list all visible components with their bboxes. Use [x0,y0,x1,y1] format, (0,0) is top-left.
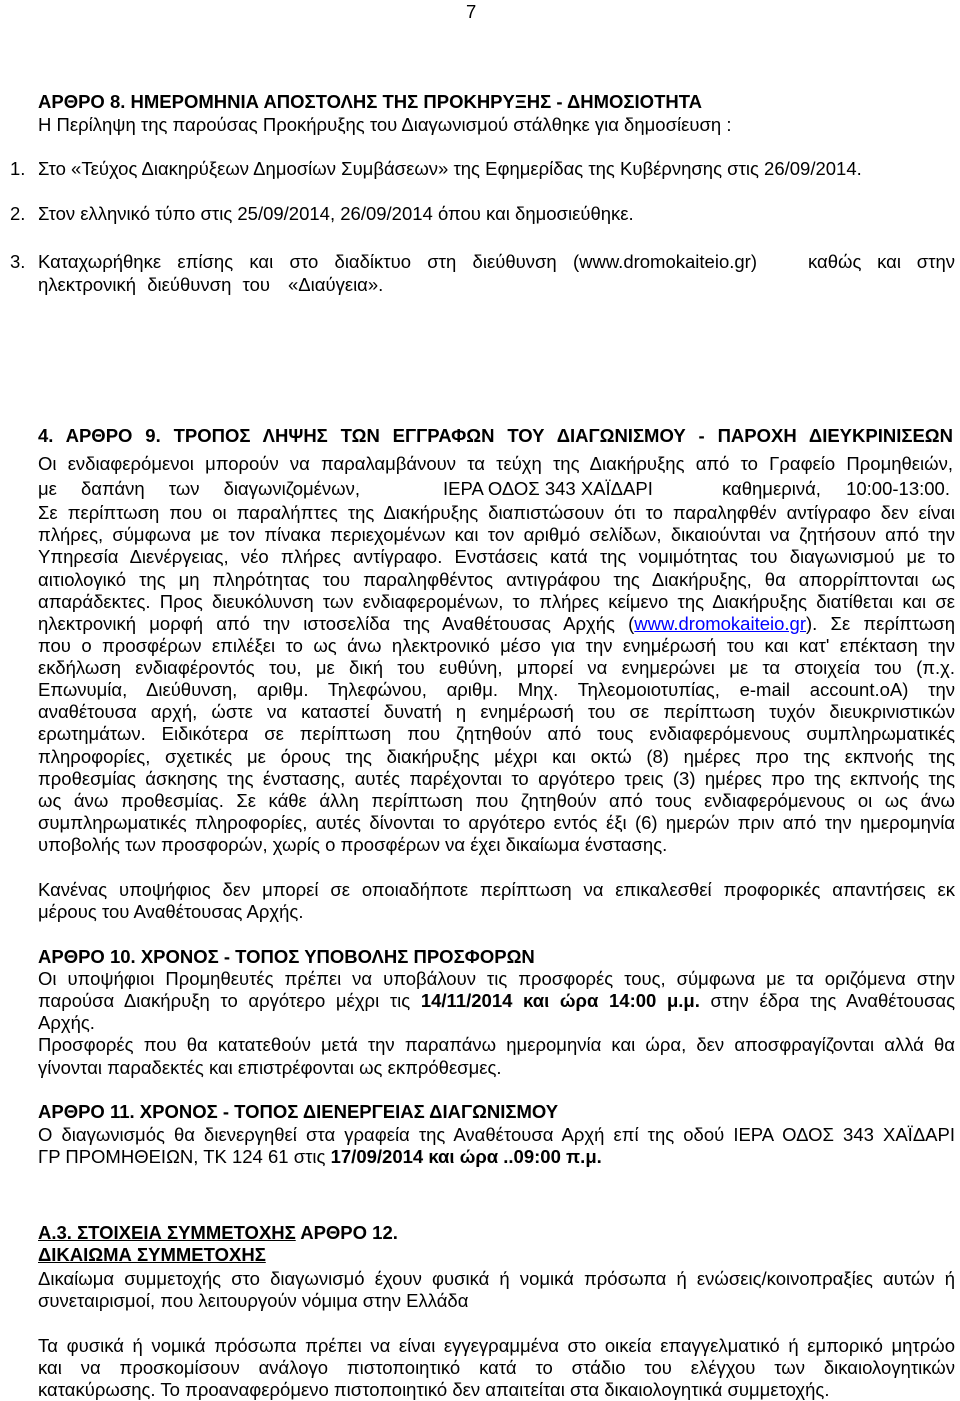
article-10-title: ΑΡΘΡΟ 10. ΧΡΟΝΟΣ - ΤΟΠΟΣ ΥΠΟΒΟΛΗΣ ΠΡΟΣΦΟΡΩΝ [38,946,535,967]
paragraph-line: πληροφορίες, σχετικές με όρους της διακήρυξης μέχρι και οκτώ (8) ημέρες προ της εκπνοής της [38,746,955,767]
paragraph-line: Τα φυσικά ή νομικά πρόσωπα πρέπει να είναι εγγεγραμμένα στο οικεία επαγγελματικό ή εμπορικό μητρώο [38,1335,955,1356]
paragraph-line: υποβολής των προσφορών, χωρίς ο προσφέρων να έχει δικαίωμα ένστασης. [38,834,668,855]
list-item-number: 2. [10,203,26,224]
paragraph-line: Υπηρεσία Διενέργειας, νέο πλήρες αντίγραφο. Ενστάσεις κατά της νομιμότητας του διαγωνισμού με το [38,546,955,567]
paragraph-line: προθεσμίας άσκησης της ένστασης, αυτές παρέχονται το αργότερο τρεις (3) ημέρες προ της εκπνοής της [38,768,955,789]
deadline-before: παρούσα Διακήρυξη το αργότερο μέχρι τις [38,990,421,1011]
paragraph-line-datetime [38,1146,602,1168]
paragraph-line: Κανένας υποψήφιος δεν μπορεί σε οποιαδήποτε περίπτωση να επικαλεσθεί προφορικές απαντήσεις εκ [38,879,955,900]
paragraph-line: μέρους του Αναθέτουσας Αρχής. [38,901,304,922]
datetime-before: ΓΡ ΠΡΟΜΗΘΕΙΩΝ, ΤΚ 124 61 στις [38,1146,331,1167]
paragraph-line: Οι υποψήφιοι Προμηθευτές πρέπει να υποβάλουν τις προσφορές τους, σύμφωνα με τα οριζόμενα στην [38,968,955,989]
website-link[interactable]: www.dromokaiteio.gr [634,613,806,634]
section-a3-heading [38,1222,398,1244]
section-a3-subheading: ΔΙΚΑΙΩΜΑ ΣΥΜΜΕΤΟΧΗΣ [38,1244,266,1265]
paragraph-line: πλήρες, σύμφωνα με τον πίνακα περιεχομένων και τον αριθμό σελίδων, δικαιούνται να ζητήσουν από την [38,524,955,545]
paragraph-line: ερωτημάτων. Ειδικότερα σε περίπτωση που ζητηθούν από τους ενδιαφερόμενους συμπληρωματικές [38,723,955,744]
paragraph-line: αναθέτουσα αρχή, ώστε να καταστεί δυνατή η ενημέρωσή του σε περίπτωση τυχόν διευκρινιστικών [38,701,955,722]
link-line-after: ). Σε περίπτωση [806,613,955,634]
deadline-after: στην έδρα της Αναθέτουσας [699,990,955,1011]
paragraph-line: γίνονται παραδεκτές και επιστρέφονται ως εκπρόθεσμες. [38,1057,502,1078]
paragraph-line: και να προσκομίσουν ανάλογο πιστοποιητικό κατά το στάδιο του ελέγχου των δικαιολογητικών [38,1357,955,1378]
paragraph-line: καθημερινά, 10:00-13:00. [722,478,950,499]
list-item-number: 1. [10,158,26,179]
section-a3-heading-rest: ΑΡΘΡΟ 12. [295,1222,398,1243]
paragraph-line: Οι ενδιαφερόμενοι μπορούν να παραλαμβάνουν τα τεύχη της Διακήρυξης από το Γραφείο Προμηθειών, [38,453,953,474]
paragraph-line: συμπληρωματικές πληροφορίες, αυτές δίνονται το αργότερο εντός έξι (6) ημερών πριν από την ημερομηνία [38,812,955,833]
list-item-text: Καταχωρήθηκε επίσης και στο διαδίκτυο στη διεύθυνση (www.dromokaiteio.gr) [38,251,757,272]
article-11-title: ΑΡΘΡΟ 11. ΧΡΟΝΟΣ - ΤΟΠΟΣ ΔΙΕΝΕΡΓΕΙΑΣ ΔΙΑΓΩΝΙΣΜΟΥ [38,1101,559,1122]
paragraph-line: Δικαίωμα συμμετοχής στο διαγωνισμό έχουν φυσικά ή νομικά πρόσωπα ή ενώσεις/κοινοπραξίες αυτών ή [38,1268,955,1289]
article-8-intro: Η Περίληψη της παρούσας Προκήρυξης του Διαγωνισμού στάλθηκε για δημοσίευση : [38,114,732,135]
paragraph-line: ως άνω προθεσμίας. Σε κάθε άλλη περίπτωση που ζητηθούν από τους ενδιαφερόμενους οι ως άνω [38,790,955,811]
paragraph-line: Ο διαγωνισμός θα διενεργηθεί στα γραφεία της Αναθέτουσα Αρχή επί της οδού ΙΕΡΑ ΟΔΟΣ 343 ΧΑΪΔΑΡΙ [38,1124,955,1145]
tender-datetime: 17/09/2014 και ώρα ..09:00 π.μ. [330,1146,602,1167]
submission-deadline: 14/11/2014 και ώρα 14:00 μ.μ. [420,990,700,1011]
paragraph-line-deadline [38,990,955,1012]
article-9-title: 4. ΑΡΘΡΟ 9. ΤΡΟΠΟΣ ΛΗΨΗΣ ΤΩΝ ΕΓΓΡΑΦΩΝ ΤΟΥ ΔΙΑΓΩΝΙΣΜΟΥ - ΠΑΡΟΧΗ ΔΙΕΥΚΡΙΝΙΣΕΩΝ [38,425,953,446]
link-line-before: ηλεκτρονική μορφή από την ιστοσελίδα της Αναθέτουσας Αρχής ( [38,613,635,634]
paragraph-line: εκδήλωση ενδιαφέροντός του, με δική του ευθύνη, μπορεί να ενημερώνει με τα στοιχεία του (π.χ. [38,657,955,678]
list-item-text: καθώς και στην [808,251,955,272]
page-number: 7 [466,1,477,22]
article-8-title: ΑΡΘΡΟ 8. ΗΜΕΡΟΜΗΝΙΑ ΑΠΟΣΤΟΛΗΣ ΤΗΣ ΠΡΟΚΗΡΥΞΗΣ - ΔΗΜΟΣΙΟΤΗΤΑ [38,91,703,112]
paragraph-line: απαράδεκτες. Προς διευκόλυνση των ενδιαφερομένων, το πλήρες κείμενο της Διακήρυξης διατίθεται και σε [38,591,955,612]
paragraph-line: ΙΕΡΑ ΟΔΟΣ 343 ΧΑΪΔΑΡΙ [443,478,653,499]
paragraph-line: Αρχής. [38,1012,95,1033]
list-item-text: «Διαύγεια». [288,274,384,295]
list-item-text: Στο «Τεύχος Διακηρύξεων Δημοσίων Συμβάσεων» της Εφημερίδας της Κυβέρνησης στις 26/09/2014. [38,158,862,179]
paragraph-line: συνεταιρισμοί, που λειτουργούν νόμιμα στην Ελλάδα [38,1290,469,1311]
paragraph-line-with-link [38,613,955,635]
list-item-text: ηλεκτρονική διεύθυνση του [38,274,270,295]
section-a3-heading-underlined: Α.3. ΣΤΟΙΧΕΙΑ ΣΥΜΜΕΤΟΧΗΣ [38,1222,296,1243]
paragraph-line: Σε περίπτωση που οι παραλήπτες της Διακήρυξης διαπιστώσουν ότι το παραληφθέν αντίγραφο δεν είναι [38,502,955,523]
list-item-text: Στον ελληνικό τύπο στις 25/09/2014, 26/09/2014 όπου και δημοσιεύθηκε. [38,203,634,224]
list-item-number: 3. [10,251,26,272]
paragraph-line: Επωνυμία, Διεύθυνση, αριθμ. Τηλεφώνου, αριθμ. Μηχ. Τηλεομοιοτυπίας, e-mail account.oA) την [38,679,955,700]
paragraph-line: που ο προσφέρων επιλέξει το ως άνω ηλεκτρονικό μέσο για την ενημέρωσή του και κατ' επέκταση την [38,635,955,656]
paragraph-line: αιτιολογικό της μη πληρότητας του παραληφθέντος αντιγράφου της Διακήρυξης, θα απορρίπτονται ως [38,569,955,590]
paragraph-line: κατακύρωσης. Το προαναφερόμενο πιστοποιητικό δεν απαιτείται στα δικαιολογητικά συμμετοχής. [38,1379,830,1400]
paragraph-line: με δαπάνη των διαγωνιζομένων, [38,478,360,499]
paragraph-line: Προσφορές που θα κατατεθούν μετά την παραπάνω ημερομηνία και ώρα, δεν αποσφραγίζονται αλλά θα [38,1034,955,1055]
